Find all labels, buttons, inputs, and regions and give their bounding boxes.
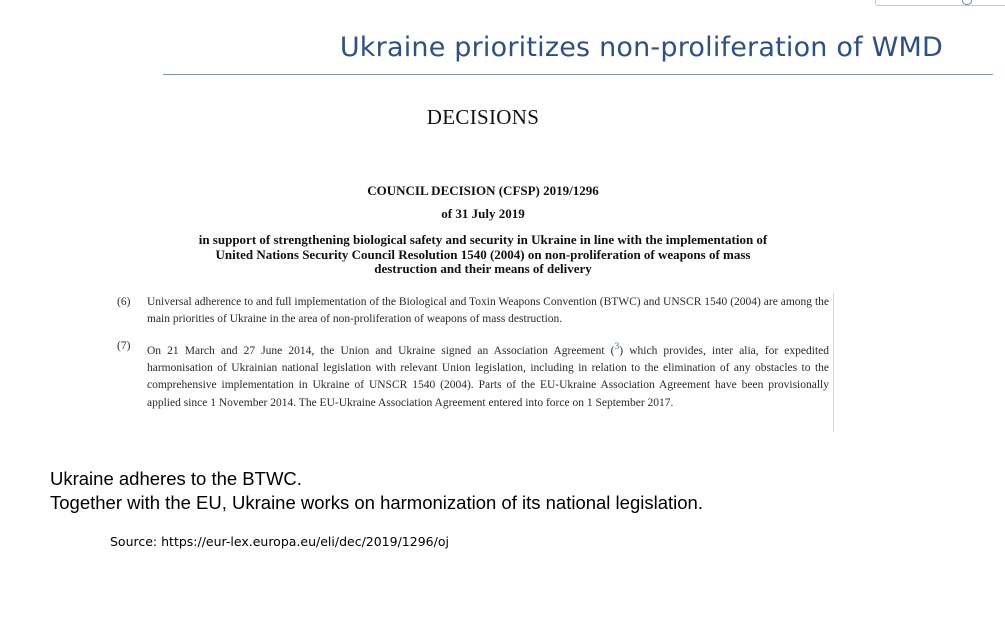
- recital-text-part: ) which provides, inter alia, for expedited harmonisation of Ukrainian national legislation with relevant Union legislation, including in relation to the elimination of any obstacles to the comprehensive implementation in Ukraine of UNSCR 1540 (2004). Parts of the EU-Ukraine Association Agreement have been provisionally applied since 1 November 2014. The EU-Ukraine Association Agreement entered into force on 1 September 2017.: [147, 344, 829, 409]
- document-edge-line: [833, 292, 834, 432]
- window-control-widget[interactable]: [875, 0, 1005, 6]
- recital-text: [147, 338, 829, 412]
- summary-text: [50, 467, 703, 515]
- summary-line: Together with the EU, Ukraine works on harmonization of its national legislation.: [50, 492, 703, 513]
- circle-icon: [962, 0, 972, 5]
- recital-7: [117, 338, 829, 412]
- recital-number: (6): [117, 296, 131, 308]
- decision-subject: in support of strengthening biological safety and security in Ukraine in line with the implementation of United Nations Security Council Resolution 1540 (2004) on non-proliferation of weapons of mass destruction and their means of delivery: [198, 232, 768, 276]
- slide-title: Ukraine prioritizes non-proliferation of WMD: [339, 32, 943, 63]
- source-citation: Source: https://eur-lex.europa.eu/eli/dec/2019/1296/oj: [110, 534, 449, 549]
- title-divider: [163, 74, 993, 75]
- recital-number: (7): [117, 340, 131, 352]
- summary-line: Ukraine adheres to the BTWC.: [50, 468, 302, 489]
- decision-title: COUNCIL DECISION (CFSP) 2019/1296: [367, 183, 599, 198]
- recital-6: [117, 294, 829, 329]
- recital-text: Universal adherence to and full implementation of the Biological and Toxin Weapons Convention (BTWC) and UNSCR 1540 (2004) are among the main priorities of Ukraine in the area of non-proliferation of weapons of mass destruction.: [147, 296, 829, 326]
- decision-date: of 31 July 2019: [441, 206, 525, 221]
- footnote-reference-link[interactable]: 3: [614, 341, 620, 352]
- decisions-heading: DECISIONS: [426, 105, 540, 129]
- recital-text-part: On 21 March and 27 June 2014, the Union and Ukraine signed an Association Agreement (: [147, 344, 615, 357]
